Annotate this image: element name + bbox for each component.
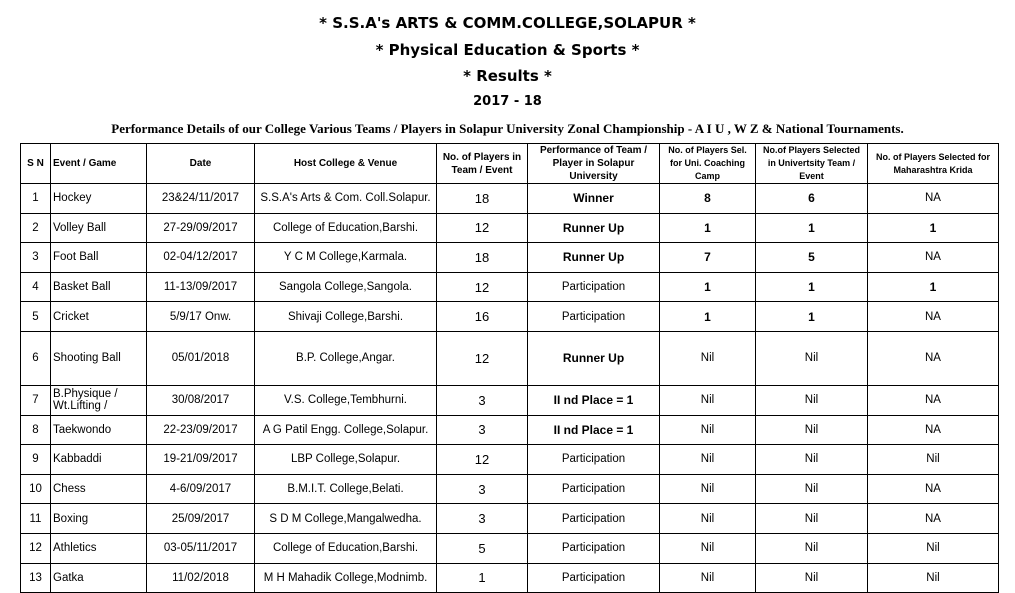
cell-host: B.P. College,Angar. — [255, 331, 437, 385]
col-date: Date — [147, 144, 255, 184]
cell-event: Foot Ball — [51, 243, 147, 273]
cell-date: 22-23/09/2017 — [147, 415, 255, 445]
cell-host: Shivaji College,Barshi. — [255, 302, 437, 332]
cell-coaching: Nil — [660, 563, 756, 593]
cell-mh: NA — [868, 331, 999, 385]
cell-sn: 3 — [21, 243, 51, 273]
table-row — [21, 213, 999, 243]
table-header-row — [21, 144, 999, 184]
cell-performance: II nd Place = 1 — [528, 415, 660, 445]
cell-univ: 1 — [756, 272, 868, 302]
cell-coaching: Nil — [660, 331, 756, 385]
cell-event: Kabbaddi — [51, 445, 147, 475]
cell-date: 4-6/09/2017 — [147, 474, 255, 504]
cell-mh: NA — [868, 184, 999, 214]
cell-date: 11-13/09/2017 — [147, 272, 255, 302]
cell-coaching: 7 — [660, 243, 756, 273]
cell-coaching: Nil — [660, 504, 756, 534]
cell-event: Boxing — [51, 504, 147, 534]
cell-players: 12 — [437, 445, 528, 475]
cell-event: Athletics — [51, 533, 147, 563]
table-row — [21, 563, 999, 593]
col-host: Host College & Venue — [255, 144, 437, 184]
cell-coaching: 1 — [660, 272, 756, 302]
cell-mh: NA — [868, 243, 999, 273]
cell-sn: 7 — [21, 385, 51, 415]
cell-performance: II nd Place = 1 — [528, 385, 660, 415]
cell-sn: 9 — [21, 445, 51, 475]
cell-event: Volley Ball — [51, 213, 147, 243]
col-event: Event / Game — [51, 144, 147, 184]
cell-univ: 5 — [756, 243, 868, 273]
cell-coaching: Nil — [660, 415, 756, 445]
cell-univ: Nil — [756, 415, 868, 445]
cell-sn: 5 — [21, 302, 51, 332]
cell-event: Shooting Ball — [51, 331, 147, 385]
cell-coaching: 8 — [660, 184, 756, 214]
cell-performance: Participation — [528, 504, 660, 534]
cell-coaching: 1 — [660, 302, 756, 332]
department-title: * Physical Education & Sports * — [375, 41, 640, 59]
cell-event: Cricket — [51, 302, 147, 332]
cell-sn: 1 — [21, 184, 51, 214]
cell-date: 05/01/2018 — [147, 331, 255, 385]
cell-date: 02-04/12/2017 — [147, 243, 255, 273]
cell-performance: Participation — [528, 474, 660, 504]
cell-players: 18 — [437, 243, 528, 273]
cell-univ: Nil — [756, 474, 868, 504]
col-univ: No.of Players Selected in Univertsity Team / Event — [756, 144, 868, 184]
cell-univ: Nil — [756, 445, 868, 475]
cell-date: 5/9/17 Onw. — [147, 302, 255, 332]
cell-mh: 1 — [868, 213, 999, 243]
cell-sn: 13 — [21, 563, 51, 593]
col-players: No. of Players in Team / Event — [437, 144, 528, 184]
table-row — [21, 533, 999, 563]
cell-univ: Nil — [756, 533, 868, 563]
cell-sn: 12 — [21, 533, 51, 563]
cell-performance: Runner Up — [528, 213, 660, 243]
cell-mh: Nil — [868, 445, 999, 475]
cell-event: B.Physique / Wt.Lifting / — [51, 385, 147, 415]
cell-players: 16 — [437, 302, 528, 332]
cell-players: 3 — [437, 474, 528, 504]
cell-players: 1 — [437, 563, 528, 593]
report-subtitle: Performance Details of our College Various Teams / Players in Solapur University Zonal Championship - A I U , W Z & National Tournaments. — [111, 121, 904, 136]
cell-host: V.S. College,Tembhurni. — [255, 385, 437, 415]
cell-event: Gatka — [51, 563, 147, 593]
results-table — [20, 143, 999, 593]
cell-event: Chess — [51, 474, 147, 504]
table-row — [21, 302, 999, 332]
cell-players: 3 — [437, 385, 528, 415]
cell-date: 30/08/2017 — [147, 385, 255, 415]
academic-year: 2017 - 18 — [473, 94, 542, 109]
cell-host: M H Mahadik College,Modnimb. — [255, 563, 437, 593]
cell-host: LBP College,Solapur. — [255, 445, 437, 475]
cell-mh: Nil — [868, 533, 999, 563]
cell-sn: 4 — [21, 272, 51, 302]
cell-mh: NA — [868, 302, 999, 332]
cell-event: Taekwondo — [51, 415, 147, 445]
cell-players: 3 — [437, 415, 528, 445]
cell-coaching: Nil — [660, 445, 756, 475]
table-row — [21, 243, 999, 273]
cell-host: Sangola College,Sangola. — [255, 272, 437, 302]
cell-sn: 6 — [21, 331, 51, 385]
cell-players: 18 — [437, 184, 528, 214]
cell-coaching: Nil — [660, 533, 756, 563]
cell-performance: Participation — [528, 563, 660, 593]
cell-coaching: Nil — [660, 385, 756, 415]
cell-date: 27-29/09/2017 — [147, 213, 255, 243]
cell-players: 12 — [437, 272, 528, 302]
cell-sn: 10 — [21, 474, 51, 504]
cell-mh: 1 — [868, 272, 999, 302]
table-row — [21, 272, 999, 302]
table-row — [21, 184, 999, 214]
table-row — [21, 385, 999, 415]
college-title: * S.S.A's ARTS & COMM.COLLEGE,SOLAPUR * — [319, 14, 696, 32]
cell-sn: 8 — [21, 415, 51, 445]
table-row — [21, 415, 999, 445]
cell-host: S.S.A's Arts & Com. Coll.Solapur. — [255, 184, 437, 214]
cell-mh: Nil — [868, 563, 999, 593]
cell-event: Basket Ball — [51, 272, 147, 302]
cell-date: 23&24/11/2017 — [147, 184, 255, 214]
col-sn: S N — [21, 144, 51, 184]
cell-mh: NA — [868, 474, 999, 504]
col-mh: No. of Players Selected for Maharashtra Krida — [868, 144, 999, 184]
cell-performance: Participation — [528, 445, 660, 475]
table-row — [21, 474, 999, 504]
cell-performance: Participation — [528, 302, 660, 332]
cell-players: 3 — [437, 504, 528, 534]
cell-univ: Nil — [756, 331, 868, 385]
cell-mh: NA — [868, 504, 999, 534]
cell-performance: Participation — [528, 272, 660, 302]
cell-date: 19-21/09/2017 — [147, 445, 255, 475]
cell-coaching: 1 — [660, 213, 756, 243]
cell-performance: Winner — [528, 184, 660, 214]
results-title: * Results * — [463, 67, 552, 85]
cell-univ: Nil — [756, 563, 868, 593]
table-row — [21, 331, 999, 385]
cell-date: 11/02/2018 — [147, 563, 255, 593]
cell-performance: Participation — [528, 533, 660, 563]
cell-coaching: Nil — [660, 474, 756, 504]
cell-date: 25/09/2017 — [147, 504, 255, 534]
cell-performance: Runner Up — [528, 331, 660, 385]
col-performance: Performance of Team / Player in Solapur University — [528, 144, 660, 184]
cell-host: S D M College,Mangalwedha. — [255, 504, 437, 534]
table-row — [21, 445, 999, 475]
cell-univ: Nil — [756, 504, 868, 534]
cell-univ: 6 — [756, 184, 868, 214]
cell-univ: 1 — [756, 213, 868, 243]
cell-univ: 1 — [756, 302, 868, 332]
cell-host: Y C M College,Karmala. — [255, 243, 437, 273]
cell-event: Hockey — [51, 184, 147, 214]
cell-mh: NA — [868, 415, 999, 445]
cell-date: 03-05/11/2017 — [147, 533, 255, 563]
cell-sn: 11 — [21, 504, 51, 534]
col-coaching: No. of Players Sel. for Uni. Coaching Camp — [660, 144, 756, 184]
cell-performance: Runner Up — [528, 243, 660, 273]
cell-players: 5 — [437, 533, 528, 563]
cell-host: College of Education,Barshi. — [255, 533, 437, 563]
cell-sn: 2 — [21, 213, 51, 243]
cell-host: A G Patil Engg. College,Solapur. — [255, 415, 437, 445]
cell-host: B.M.I.T. College,Belati. — [255, 474, 437, 504]
cell-host: College of Education,Barshi. — [255, 213, 437, 243]
table-row — [21, 504, 999, 534]
cell-players: 12 — [437, 331, 528, 385]
cell-players: 12 — [437, 213, 528, 243]
cell-mh: NA — [868, 385, 999, 415]
cell-univ: Nil — [756, 385, 868, 415]
